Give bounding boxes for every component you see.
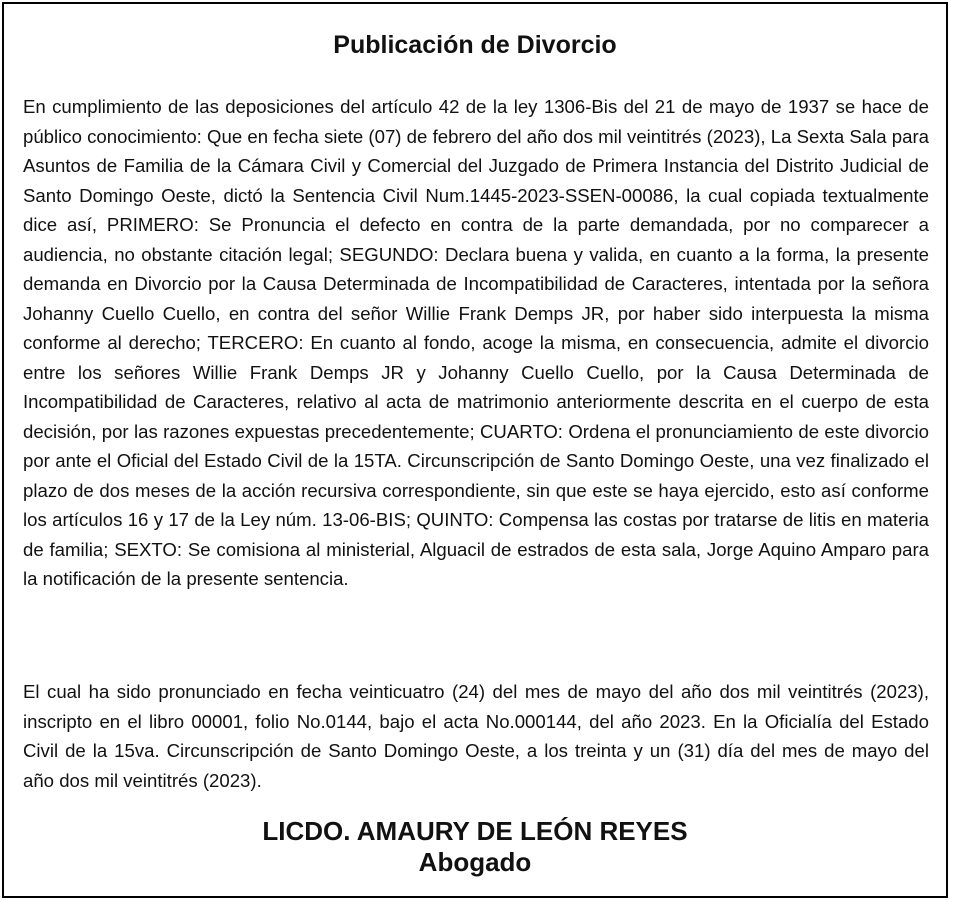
signer-name: LICDO. AMAURY DE LEÓN REYES (262, 816, 688, 846)
signer-role: Abogado (418, 847, 532, 877)
signature-block (4, 816, 946, 878)
notice-body-paragraph-1: En cumplimiento de las deposiciones del artículo 42 de la ley 1306-Bis del 21 de mayo de 1937 se hace de público conocimiento: Que en fecha siete (07) de febrero del año dos mil veintitrés (2023), La Sexta Sala para Asuntos de Familia de la Cámara Civil y Comercial del Juzgado de Primera Instancia del Distrito Judicial de Santo Domingo Oeste, dictó la Sentencia Civil Num.1445-2023-SSEN-00086, la cual copiada textualmente dice así, PRIMERO: Se Pronuncia el defecto en contra de la parte demandada, por no comparecer a audiencia, no obstante citación legal; SEGUNDO: Declara buena y valida, en cuanto a la forma, la presente demanda en Divorcio por la Causa Determinada de Incompatibilidad de Caracteres, intentada por la señora Johanny Cuello Cuello, en contra del señor Willie Frank Demps JR, por haber sido interpuesta la misma conforme al derecho; TERCERO: En cuanto al fondo, acoge la misma, en consecuencia, admite el divorcio entre los señores Willie Frank Demps JR y Johanny Cuello Cuello, por la Causa Determinada de Incompatibilidad de Caracteres, relativo al acta de matrimonio anteriormente descrita en el cuerpo de esta decisión, por las razones expuestas precedentemente; CUARTO: Ordena el pronunciamiento de este divorcio por ante el Oficial del Estado Civil de la 15TA. Circunscripción de Santo Domingo Oeste, una vez finalizado el plazo de dos meses de la acción recursiva correspondiente, sin que este se haya ejercido, esto así conforme los artículos 16 y 17 de la Ley núm. 13-06-BIS; QUINTO: Compensa las costas por tratarse de litis en materia de familia; SEXTO: Se comisiona al ministerial, Alguacil de estrados de esta sala, Jorge Aquino Amparo para la notificación de la presente sentencia. (23, 96, 929, 589)
notice-title: Publicación de Divorcio (333, 31, 617, 59)
notice-body-paragraph-2: El cual ha sido pronunciado en fecha veinticuatro (24) del mes de mayo del año dos mil veintitrés (2023), inscripto en el libro 00001, folio No.0144, bajo el acta No.000144, del año 2023. En la Oficialía del Estado Civil de la 15va. Circunscripción de Santo Domingo Oeste, a los treinta y un (31) día del mes de mayo del año dos mil veintitrés (2023). (23, 681, 929, 791)
divorce-notice (2, 2, 948, 898)
